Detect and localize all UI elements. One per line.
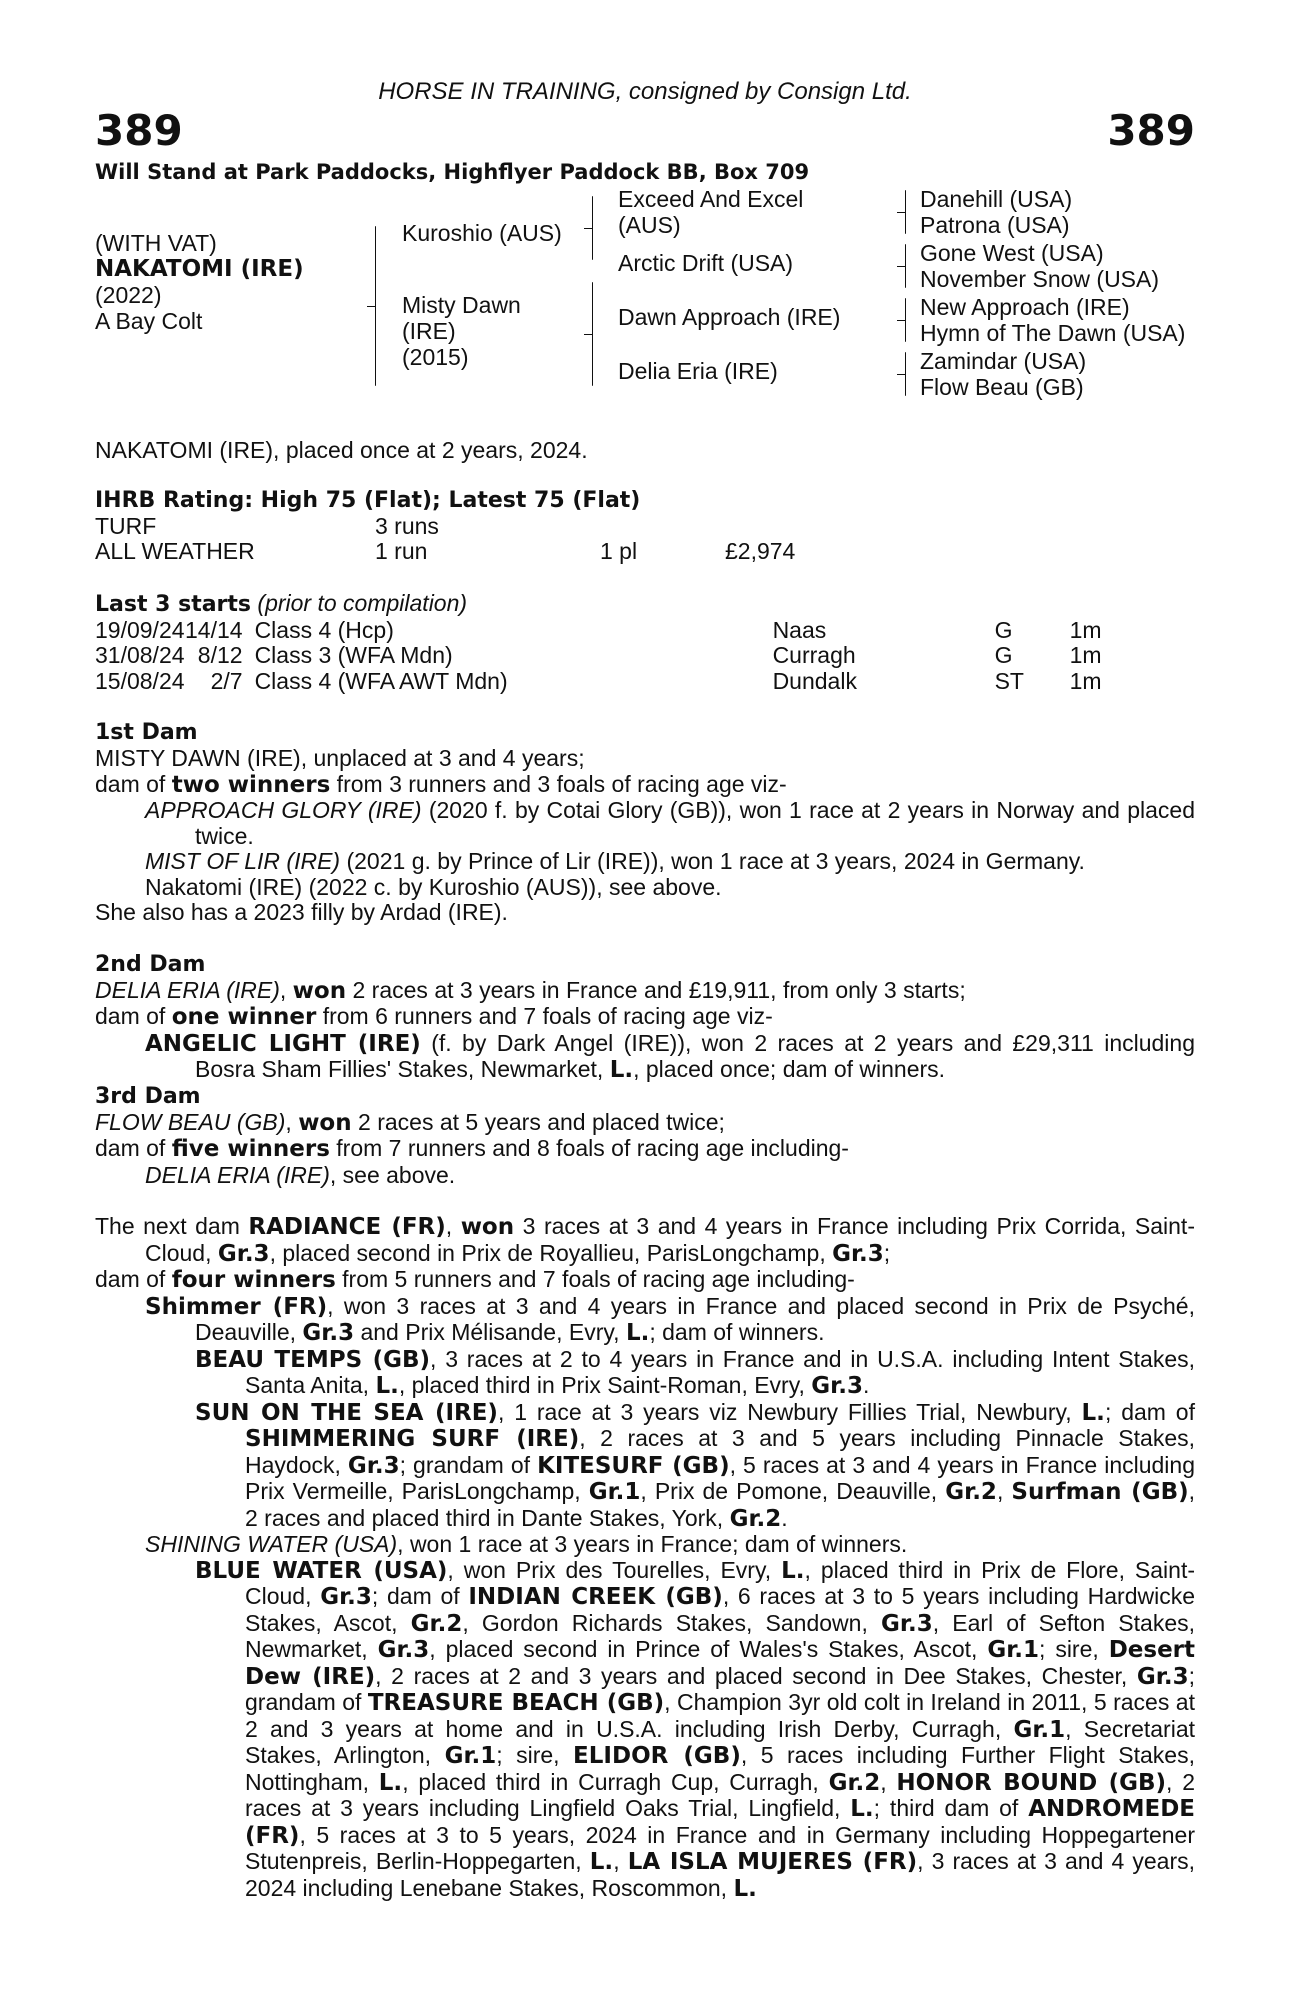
text-run: 2 races at 3 years in France and £19,911, from only 3 starts; — [346, 976, 966, 1003]
text-run: , Gordon Richards Stakes, Sandown, — [462, 1609, 882, 1636]
text-run: , — [613, 1848, 628, 1874]
pedigree-gen3-a — [920, 186, 1072, 238]
next-dam-progeny-beau-temps — [95, 1347, 1195, 1400]
bold-text: four winners — [171, 1267, 336, 1293]
last-starts-note: (prior to compilation) — [257, 589, 468, 616]
start-going: G — [994, 616, 1013, 643]
text-run: , 2 races and placed third in Dante Stakes, York, — [245, 1478, 1196, 1531]
text-run: , won Prix des Tourelles, Evry, — [447, 1556, 782, 1583]
first-dam-progeny-2 — [95, 849, 1195, 875]
bold-text: Gr.3 — [377, 1637, 430, 1663]
pedigree-gen3-b — [920, 240, 1159, 292]
start-position: 8/12 — [197, 642, 243, 668]
pedigree-dss: New Approach (IRE) — [920, 294, 1130, 320]
brace-sire — [592, 196, 593, 260]
rating-surface: ALL WEATHER — [95, 538, 255, 564]
italic-text: DELIA ERIA (IRE) — [145, 1161, 330, 1188]
text-run: ; sire, — [1039, 1636, 1109, 1662]
rating-runs: 1 run — [375, 538, 428, 564]
next-dam-line2 — [95, 1267, 1195, 1294]
text-run: , 2 races at 2 and 3 years and placed second in Dee Stakes, Chester, — [375, 1662, 1137, 1689]
start-race: Class 4 (WFA AWT Mdn) — [254, 667, 508, 694]
start-going: G — [994, 642, 1013, 668]
bold-text: Gr.2 — [729, 1505, 782, 1532]
pedigree-dam-country: (IRE) — [402, 318, 456, 344]
start-date: 31/08/24 — [95, 642, 185, 668]
rating-prize: £2,974 — [725, 538, 796, 564]
bold-text: RADIANCE (FR) — [248, 1214, 446, 1240]
bold-text: L. — [850, 1796, 874, 1822]
bold-text: Gr.3 — [881, 1610, 933, 1637]
bold-text: two winners — [171, 771, 331, 798]
italic-text: APPROACH GLORY (IRE) — [145, 797, 422, 823]
pedigree-dam-sire: Dawn Approach (IRE) — [618, 304, 841, 330]
vat-note: (WITH VAT) — [95, 230, 217, 256]
text-run: , see above. — [329, 1161, 456, 1188]
start-date: 15/08/24 — [95, 667, 185, 694]
bold-text: Gr.2 — [410, 1610, 463, 1637]
text-run: The next dam — [95, 1213, 249, 1239]
rating-runs: 3 runs — [375, 512, 439, 539]
bold-text: one winner — [171, 1004, 317, 1030]
lot-number-row — [95, 106, 1195, 156]
bold-text: won — [292, 977, 347, 1004]
start-row — [95, 669, 1102, 695]
text-run: from 7 runners and 8 foals of racing age including- — [329, 1135, 849, 1161]
start-date: 19/09/24 — [95, 616, 185, 643]
bold-text: Shimmer (FR) — [145, 1293, 328, 1320]
rating-placed — [600, 514, 725, 540]
text-run: , won 3 races at 3 and 4 years in France and placed second in Prix de Psyché, Deauville, — [195, 1292, 1195, 1345]
bold-text: L. — [1081, 1399, 1105, 1426]
text-run: (f. by Dark Angel (IRE)), won 2 races at 2 years and £29,311 including Bosra Sham Fillies' Stakes, Newmarket, — [195, 1029, 1196, 1082]
start-going: ST — [994, 667, 1024, 694]
rating-surface: TURF — [95, 512, 157, 539]
text-run: , Secretariat Stakes, Arlington, — [245, 1715, 1195, 1768]
next-dam-progeny-sun-on-the-sea — [95, 1400, 1195, 1533]
text-run: from 6 runners and 7 foals of racing age viz- — [316, 1003, 773, 1029]
pedigree-dam-name: Misty Dawn — [402, 292, 521, 318]
text-run: 2 races at 5 years and placed twice; — [351, 1108, 725, 1135]
rating-placed: 1 pl — [600, 538, 638, 564]
second-dam-line1 — [95, 978, 1195, 1005]
third-dam-heading: 3rd Dam — [95, 1083, 201, 1109]
text-run: . — [781, 1504, 788, 1531]
text-run: from 3 runners and 3 foals of racing age viz- — [330, 770, 787, 797]
bold-text: ELIDOR (GB) — [573, 1743, 741, 1769]
text-run: , 5 races at 3 to 5 years, 2024 in France and in Germany including Hoppegartener Stutenpreis, Berlin-Hoppegarten, — [245, 1821, 1195, 1874]
brace-sd — [905, 244, 906, 288]
next-dam-progeny-shining-water — [95, 1532, 1195, 1558]
text-run: , — [880, 1768, 897, 1795]
pedigree-sire-sire — [618, 186, 803, 238]
bold-text: L. — [733, 1875, 757, 1902]
text-run: ; sire, — [496, 1742, 574, 1768]
bold-text: Gr.3 — [811, 1373, 863, 1399]
text-run: , — [285, 1108, 299, 1135]
catalogue-page — [95, 78, 1195, 1902]
second-dam-progeny-1 — [95, 1031, 1195, 1084]
last-starts-title: Last 3 starts — [95, 591, 252, 617]
last-starts-table — [95, 618, 1102, 695]
rating-row — [95, 539, 795, 565]
last-starts-heading — [95, 591, 1195, 618]
start-position: 2/7 — [210, 667, 243, 694]
text-run: , won 1 race at 3 years in France; dam of winners. — [397, 1531, 908, 1557]
pedigree-sire-dam: Arctic Drift (USA) — [618, 250, 794, 276]
text-run: , 6 races at 3 to 5 years including Hardwicke Stakes, Ascot, — [245, 1583, 1196, 1636]
bold-text: SUN ON THE SEA (IRE) — [195, 1399, 498, 1426]
text-run: ; — [883, 1239, 891, 1266]
pedigree-sire-sire-name: Exceed And Excel — [618, 186, 804, 212]
pedigree-dam — [402, 292, 521, 370]
first-dam-heading: 1st Dam — [95, 720, 198, 745]
bold-text: Gr.3 — [320, 1584, 372, 1610]
text-run: dam of — [95, 770, 172, 797]
start-race: Class 3 (WFA Mdn) — [254, 642, 453, 668]
bold-text: Gr.2 — [828, 1769, 881, 1796]
bold-text: SHIMMERING SURF (IRE) — [245, 1426, 580, 1452]
horse-identity — [95, 230, 304, 334]
bold-text: Surfman (GB) — [1011, 1479, 1189, 1505]
text-run: , — [445, 1213, 461, 1239]
text-run: , 2 races at 3 and 5 years including Pinnacle Stakes, Haydock, — [245, 1425, 1195, 1478]
bold-text: Gr.3 — [347, 1452, 400, 1479]
lot-number-right: 389 — [1107, 106, 1195, 155]
bold-text: ANGELIC LIGHT (IRE) — [145, 1030, 421, 1057]
first-dam-note: She also has a 2023 filly by Ardad (IRE). — [95, 899, 508, 925]
text-run: dam of — [95, 1003, 172, 1029]
text-run: ; grandam of — [245, 1662, 1195, 1715]
bold-text: HONOR BOUND (GB) — [896, 1769, 1167, 1796]
text-run: . — [862, 1372, 870, 1398]
text-run: , 5 races including Further Flight Stakes, Nottingham, — [245, 1742, 1195, 1795]
bold-text: Gr.3 — [1136, 1663, 1189, 1690]
bold-text: LA ISLA MUJERES (FR) — [627, 1849, 918, 1875]
pedigree-sss: Danehill (USA) — [920, 186, 1073, 212]
bold-text: Gr.3 — [217, 1240, 270, 1267]
lot-number-left: 389 — [95, 106, 183, 155]
bold-text: BLUE WATER (USA) — [195, 1557, 448, 1584]
start-course: Dundalk — [772, 667, 857, 694]
start-race: Class 4 (Hcp) — [254, 616, 394, 643]
text-run: (2020 f. by Cotai Glory (GB)), won 1 race at 2 years in Norway and placed twice. — [195, 797, 1195, 849]
horse-description: A Bay Colt — [95, 308, 203, 334]
third-dam-line2 — [95, 1136, 1195, 1163]
bold-text: Gr.1 — [1013, 1716, 1066, 1743]
text-run: , placed once; dam of winners. — [633, 1056, 946, 1082]
text-run: , 5 races at 3 and 4 years in France including Prix Vermeille, ParisLongchamp, — [245, 1451, 1195, 1504]
pedigree-gen3-c — [920, 294, 1185, 346]
first-dam-progeny-3: Nakatomi (IRE) (2022 c. by Kuroshio (AUS)), see above. — [145, 873, 722, 900]
text-run: , 3 races at 3 and 4 years, 2024 including Lenebane Stakes, Roscommon, — [245, 1848, 1196, 1901]
text-run: dam of — [95, 1266, 172, 1292]
bold-text: Gr.1 — [987, 1637, 1040, 1663]
brace-ss — [905, 190, 906, 234]
pedigree-dam-year: (2015) — [402, 344, 469, 370]
consignment-header: HORSE IN TRAINING, consigned by Consign Ltd. — [378, 78, 912, 105]
third-dam-line1 — [95, 1110, 1195, 1137]
first-dam-line1: MISTY DAWN (IRE), unplaced at 3 and 4 years; — [95, 745, 585, 771]
pedigree-dam-dam: Delia Eria (IRE) — [618, 358, 778, 384]
pedigree-sire-sire-country: (AUS) — [618, 212, 681, 238]
start-course: Naas — [772, 616, 827, 643]
bold-text: Gr.1 — [444, 1743, 497, 1769]
start-distance: 1m — [1069, 642, 1102, 668]
pedigree-dds: Zamindar (USA) — [920, 348, 1087, 374]
pedigree-sire: Kuroshio (AUS) — [402, 220, 562, 246]
text-run: , Prix de Pomone, Deauville, — [640, 1478, 946, 1504]
text-run: , Champion 3yr old colt in Ireland in 2011, 5 races at 2 and 3 years at home and in U.S.A. including Irish Derby, Curragh, — [245, 1689, 1195, 1742]
pedigree-ddd: Flow Beau (GB) — [920, 374, 1084, 400]
text-run: , — [279, 976, 293, 1003]
text-run: , 3 races at 2 to 4 years in France and in U.S.A. including Intent Stakes, Santa Anita, — [245, 1345, 1195, 1398]
race-summary: NAKATOMI (IRE), placed once at 2 years, 2024. — [95, 437, 588, 463]
text-run: , 2 races at 3 years including Lingfield Oaks Trial, Lingfield, — [245, 1768, 1195, 1821]
rating-prize — [725, 514, 795, 540]
rating-row — [95, 514, 795, 540]
first-dam-line2 — [95, 772, 1195, 799]
next-dam-line1 — [95, 1214, 1195, 1267]
text-run: , placed third in Prix Saint-Roman, Evry, — [398, 1372, 812, 1398]
start-row — [95, 643, 1102, 669]
stand-location: Will Stand at Park Paddocks, Highflyer Paddock BB, Box 709 — [95, 160, 810, 184]
italic-text: MIST OF LIR (IRE) — [145, 848, 341, 874]
bold-text: Gr.3 — [832, 1240, 884, 1267]
next-dam-progeny-blue-water — [95, 1558, 1195, 1903]
bold-text: L. — [378, 1769, 403, 1796]
italic-text: DELIA ERIA (IRE) — [95, 976, 280, 1003]
pedigree — [95, 186, 1195, 406]
start-course: Curragh — [772, 642, 856, 668]
bold-text: L. — [781, 1557, 805, 1584]
text-run: ; third dam of — [873, 1795, 1029, 1821]
first-dam-progeny-1 — [95, 798, 1195, 849]
italic-text: FLOW BEAU (GB) — [95, 1108, 286, 1135]
text-run: , placed third in Curragh Cup, Curragh, — [402, 1768, 829, 1795]
bold-text: won — [460, 1214, 515, 1240]
text-run: and Prix Mélisande, Evry, — [354, 1319, 626, 1345]
bold-text: BEAU TEMPS (GB) — [195, 1346, 431, 1373]
bold-text: L. — [609, 1057, 634, 1083]
text-run: , placed third in Prix de Flore, Saint-Cloud, — [245, 1556, 1196, 1609]
text-run: ; dam of — [371, 1583, 469, 1609]
second-dam-line2 — [95, 1004, 1195, 1031]
brace-ds — [905, 298, 906, 342]
pedigree-sds: Gone West (USA) — [920, 240, 1104, 266]
pedigree-dsd: Hymn of The Dawn (USA) — [920, 320, 1186, 346]
horse-year: (2022) — [95, 282, 162, 308]
bold-text: L. — [625, 1320, 650, 1346]
text-run: , — [996, 1478, 1012, 1504]
bold-text: Gr.2 — [945, 1479, 997, 1505]
bold-text: KITESURF (GB) — [537, 1452, 730, 1479]
bold-text: L. — [375, 1373, 399, 1399]
pedigree-ssd: Patrona (USA) — [920, 212, 1070, 238]
text-run: 3 races at 3 and 4 years in France including Prix Corrida, Saint-Cloud, — [145, 1213, 1195, 1266]
text-run: , Earl of Sefton Stakes, Newmarket, — [245, 1609, 1196, 1662]
text-run: ; dam of — [1104, 1398, 1195, 1425]
bold-text: INDIAN CREEK (GB) — [468, 1584, 723, 1610]
bold-text: L. — [589, 1849, 614, 1875]
brace-gen1 — [375, 226, 376, 386]
text-run: , placed second in Prix de Royallieu, ParisLongchamp, — [269, 1239, 833, 1266]
rating-table — [95, 514, 795, 565]
text-run: ; grandam of — [399, 1451, 538, 1478]
start-position: 14/14 — [185, 616, 243, 643]
bold-text: won — [298, 1109, 352, 1136]
start-distance: 1m — [1069, 667, 1102, 694]
text-run: dam of — [95, 1135, 172, 1161]
second-dam-heading: 2nd Dam — [95, 951, 206, 977]
bold-text: five winners — [171, 1136, 330, 1162]
brace-dd — [905, 352, 906, 396]
text-run: ; dam of winners. — [649, 1319, 825, 1345]
pedigree-gen3-d — [920, 348, 1086, 400]
italic-text: SHINING WATER (USA) — [145, 1531, 398, 1557]
text-run: (2021 g. by Prince of Lir (IRE)), won 1 race at 3 years, 2024 in Germany. — [340, 848, 1085, 874]
brace-dam — [592, 282, 593, 386]
bold-text: ANDROMEDE (FR) — [245, 1796, 1195, 1849]
bold-text: Desert Dew (IRE) — [245, 1637, 1196, 1690]
bold-text: Gr.1 — [588, 1479, 641, 1505]
next-dam-progeny-shimmer — [95, 1294, 1195, 1347]
start-row — [95, 618, 1102, 644]
text-run: , placed second in Prince of Wales's Stakes, Ascot, — [429, 1636, 988, 1662]
bold-text: TREASURE BEACH (GB) — [367, 1690, 665, 1716]
bold-text: Gr.3 — [302, 1320, 355, 1346]
start-distance: 1m — [1069, 616, 1102, 643]
text-run: from 5 runners and 7 foals of racing age including- — [335, 1266, 855, 1292]
text-run: , 1 race at 3 years viz Newbury Fillies Trial, Newbury, — [497, 1398, 1082, 1425]
horse-name: NAKATOMI (IRE) — [95, 256, 304, 282]
rating-heading: IHRB Rating: High 75 (Flat); Latest 75 (Flat) — [95, 487, 641, 513]
pedigree-sdd: November Snow (USA) — [920, 266, 1160, 292]
third-dam-progeny-1 — [95, 1163, 1195, 1189]
